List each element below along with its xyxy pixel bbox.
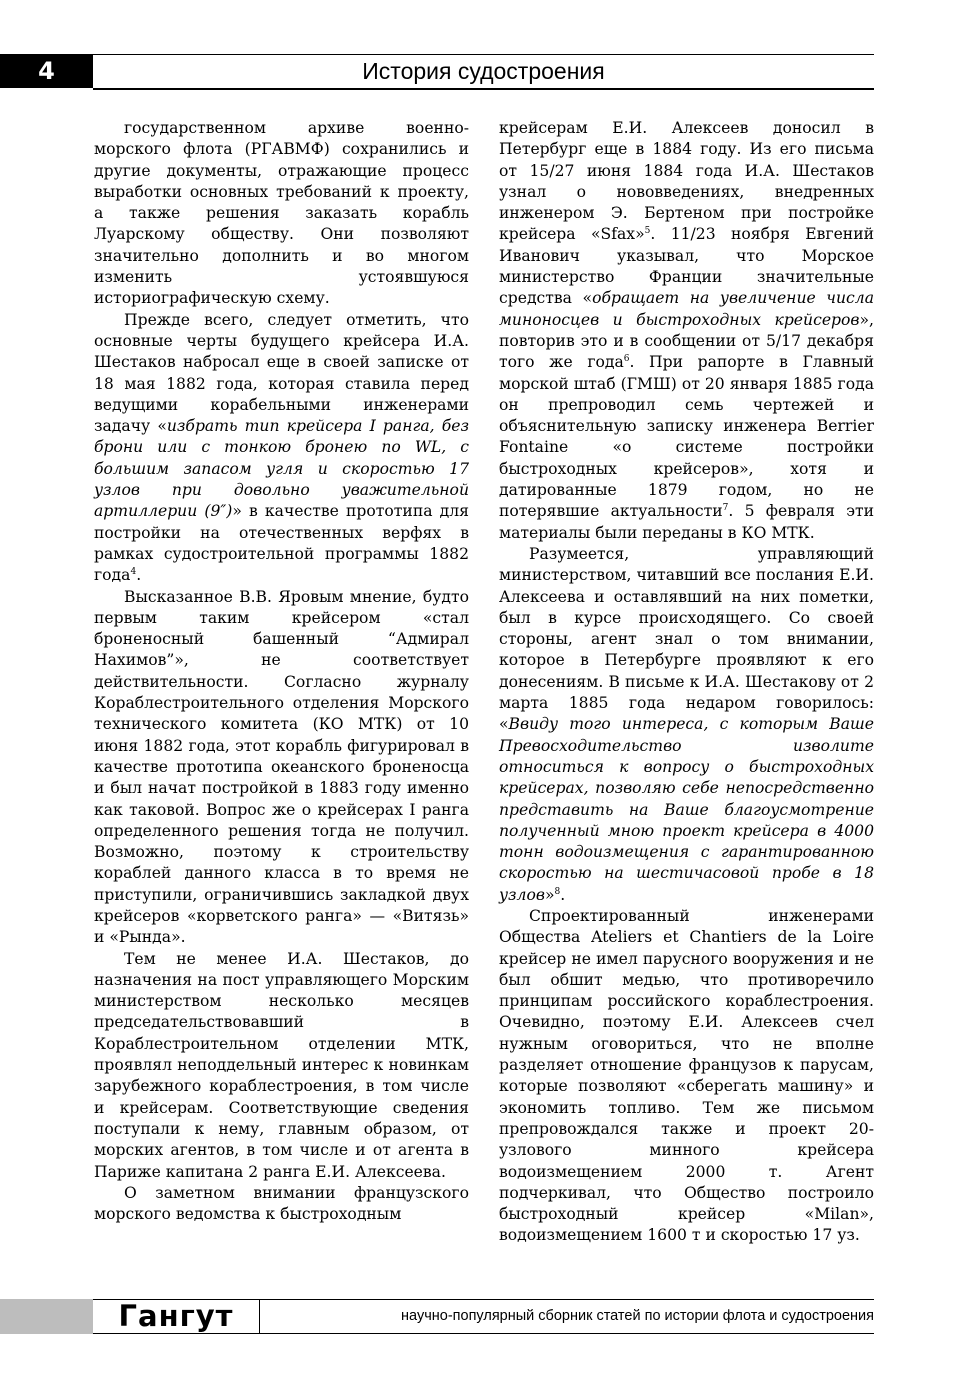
footer-rule-bottom bbox=[93, 1333, 874, 1334]
body-text: крейсерам Е.И. Алексеев доносил в Петербург еще в 1884 году. Из его письма от 15/27 июня 1884 года И.А. Шестаков узнал о нововведениях, внедренных инженером Э. Бертеном при постройке крейсера «Sfax» bbox=[499, 119, 874, 244]
body-text: Разумеется, управляющий министерством, читавший все послания Е.И. Алексеева и оставлявший на них пометки, был в курсе происходящего. Со своей стороны, агент знал о том внимании, которое в Петербурге проявляют к его донесениям. В письме к И.А. Шестакову от 2 марта 1885 года недаром говорилось: « bbox=[499, 544, 874, 734]
paragraph bbox=[94, 949, 469, 1183]
text-column-right bbox=[499, 118, 874, 1247]
footnote-ref: 7 bbox=[722, 503, 729, 514]
body-text: . bbox=[560, 885, 566, 904]
body-text: Спроектированный инженерами Общества Ateliers et Chantiers de la Loire крейсер не имел парусного вооружения и не был обшит медью, что противоречило принципам российского кораблестроения. Очевидно, поэтому Е.И. Алексеев счел нужным оговориться, что не вполне разделяет отношение французов к парусам, которые позволяют «сберегать машину» и экономить топливо. Тем же письмом препровождался также и проект 20-узлового минного крейсера водоизмещением 2000 т. Агент подчеркивал, что Общество построило быстроходный крейсер «Milan», водоизмещением 1600 т и скоростью 17 уз. bbox=[499, 906, 874, 1245]
footnote-ref: 5 bbox=[644, 226, 651, 237]
paragraph bbox=[499, 118, 874, 544]
body-text: Тем не менее И.А. Шестаков, до назначения на пост управляющего Морским министерством несколько месяцев председательствовавший в Кораблестроительном отделении МТК, проявлял неподдельный интерес к новинкам зарубежного кораблестроения, в том числе и крейсерам. Соответствующие сведения поступали к нему, главным образом, от морских агентов, в том числе и от агента в Париже капитана 2 ранга Е.И. Алексеева. bbox=[94, 949, 469, 1181]
header-rule-bottom bbox=[93, 88, 874, 90]
footnote-ref: 4 bbox=[130, 567, 137, 578]
footnote-ref: 6 bbox=[623, 354, 630, 365]
paragraph bbox=[499, 544, 874, 906]
body-text: Прежде всего, следует отметить, что основные черты будущего крейсера И.А. Шестаков набросал еще в своей записке от 18 мая 1882 года, которая ставила перед ведущими корабельными инженерами задачу « bbox=[94, 310, 469, 436]
quote-text: Ввиду того интереса, с которым Ваше Превосходительство изволите относиться к вопросу о быстроходных крейсерах, позволяю себе непосредственно представить на Ваше благоусмотрение полученный мною проект крейсера в 4000 тонн водоизмещения с гарантированною скоростью на шестичасовой пробе в 18 узлов bbox=[499, 715, 874, 904]
quote-text: избрать тип крейсера I ранга, без брони или с тонкою бронею по WL, с большим запасом угля и скоростью 17 узлов при довольно уважительной артиллерии (9″) bbox=[94, 417, 469, 521]
paragraph bbox=[94, 1183, 469, 1226]
footer-tagline: научно-популярный сборник статей по истории флота и судостроения bbox=[401, 1308, 874, 1324]
body-text: . При рапорте в Главный морской штаб (ГМШ) от 20 января 1885 года он препроводил семь чертежей и объяснительную записку инженера Berrier Fontaine «о системе постройки быстроходных крейсеров», хотя и датированные 1879 годом, но не потерявшие актуальности bbox=[499, 353, 874, 521]
footnote-ref: 8 bbox=[554, 886, 561, 897]
paragraph bbox=[94, 118, 469, 310]
paragraph bbox=[94, 310, 469, 587]
footer-grey-block bbox=[0, 1299, 93, 1334]
body-text: » в качестве прототипа для постройки на отечественных верфях в рамках судостроительной программы 1882 года bbox=[94, 502, 469, 585]
body-text: . 5 февраля эти материалы были переданы в КО МТК. bbox=[499, 502, 874, 542]
body-text: . 11/23 ноября Евгений Иванович указывал, что Морское министерство Франции значительные средства « bbox=[499, 225, 874, 308]
quote-text: обращает на увеличение числа миноносцев и быстроходных крейсеров bbox=[499, 289, 875, 329]
page-header bbox=[0, 50, 963, 90]
body-text: . bbox=[136, 566, 142, 585]
body-text: О заметном внимании французского морского ведомства к быстроходным bbox=[94, 1183, 469, 1224]
page-number: 4 bbox=[38, 57, 55, 85]
section-title: История судостроения bbox=[362, 58, 605, 84]
body-text: », повторив это и в сообщении от 5/17 декабря того же года bbox=[499, 310, 874, 372]
body-text: государственном архиве военно-морского флота (РГАВМФ) сохранились и другие документы, отражающие процесс выработки основных требований к проекту, а также решения заказать корабль Луарскому обществу. Они позволяют значительно дополнить и во многом изменить устоявшуюся историографическую схему. bbox=[94, 119, 469, 308]
body-text: Высказанное В.В. Яровым мнение, будто первым таким крейсером «стал броненосный башенный “Адмирал Нахимов”», не соответствует действительности. Согласно журналу Кораблестроительного отделения Морского технического комитета (КО МТК) от 10 июня 1882 года, этот корабль фигурировал в качестве прототипа океанского броненосца и был начат постройкой в 1883 году именно как таковой. Вопрос же о крейсерах I ранга определенного решения тогда не получил. Возможно, поэтому к строительству кораблей данного класса в то время не приступили, ограничившись закладкой двух крейсеров «корветского ранга» — «Витязь» и «Рында». bbox=[94, 587, 469, 947]
paragraph bbox=[499, 906, 874, 1247]
body-text: » bbox=[544, 885, 555, 904]
footer-divider bbox=[259, 1299, 260, 1334]
page-footer bbox=[0, 1297, 963, 1339]
paragraph bbox=[94, 587, 469, 949]
gangut-logo: Гангут bbox=[118, 1299, 234, 1333]
text-column-left bbox=[94, 118, 469, 1225]
